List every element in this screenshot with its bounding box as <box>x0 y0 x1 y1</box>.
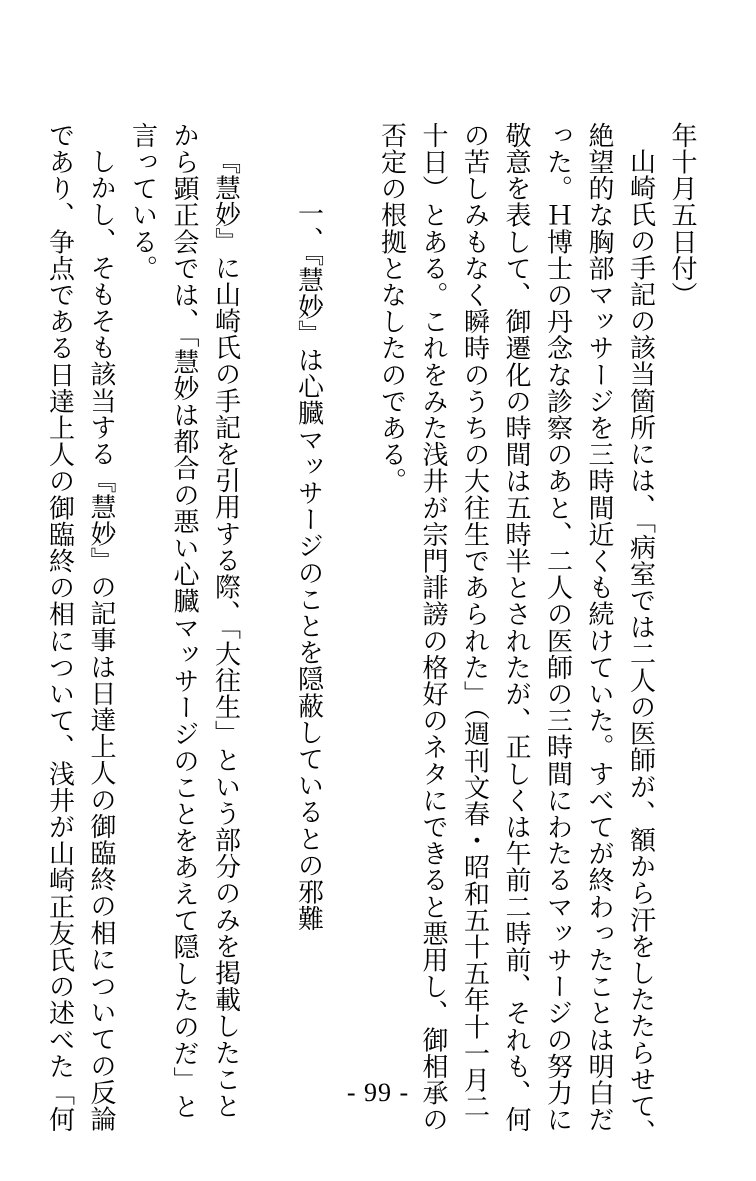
section-heading: 一、『慧妙』は心臓マッサージのことを隠蔽しているとの邪難 <box>293 200 324 932</box>
text-column: 絶望的な胸部マッサージを三時間近くも続けていた。すべてが終わったことは明白だ <box>584 122 614 1133</box>
text-column: 山崎氏の手記の該当箇所には、「病室では二人の医師が、額から汗をしたたらせて、 <box>625 148 656 1146</box>
text-column: 言っている。 <box>127 122 158 282</box>
page-number: - 99 - <box>346 1078 410 1107</box>
text-column: であり、争点である日達上人の御臨終の相について、浅井が山崎正友氏の述べた「何 <box>44 122 75 1133</box>
text-column: った。Ｈ博士の丹念な診察のあと、二人の医師の三時間にわたるマッサージの努力に <box>542 122 573 1133</box>
text-column: から顕正会では、「慧妙は都合の悪い心臓マッサージのことをあえて隠したのだ」と <box>169 122 199 1120</box>
text-column: しかし、そもそも該当する『慧妙』の記事は日達上人の御臨終の相についての反論 <box>86 148 116 1133</box>
text-column: 十日）とある。これをみた浅井が宗門誹謗の格好のネタにできると悪用し、御相承の <box>418 122 448 1133</box>
blank-line <box>246 122 288 1042</box>
blank-line <box>329 122 371 1042</box>
text-column: 否定の根拠となしたのである。 <box>376 122 407 495</box>
text-column: 『慧妙』に山崎氏の手記を引用する際、「大往生」という部分のみを掲載したこと <box>210 148 241 1120</box>
text-column: の苦しみもなく瞬時のうちの大往生であられた」（週刊文春・昭和五十五年十一月二 <box>459 122 490 1120</box>
text-column: 敬意を表して、御遷化の時間は五時半とされたが、正しくは午前二時前、それも、何 <box>501 122 531 1133</box>
text-column: 年十月五日付） <box>667 122 697 309</box>
